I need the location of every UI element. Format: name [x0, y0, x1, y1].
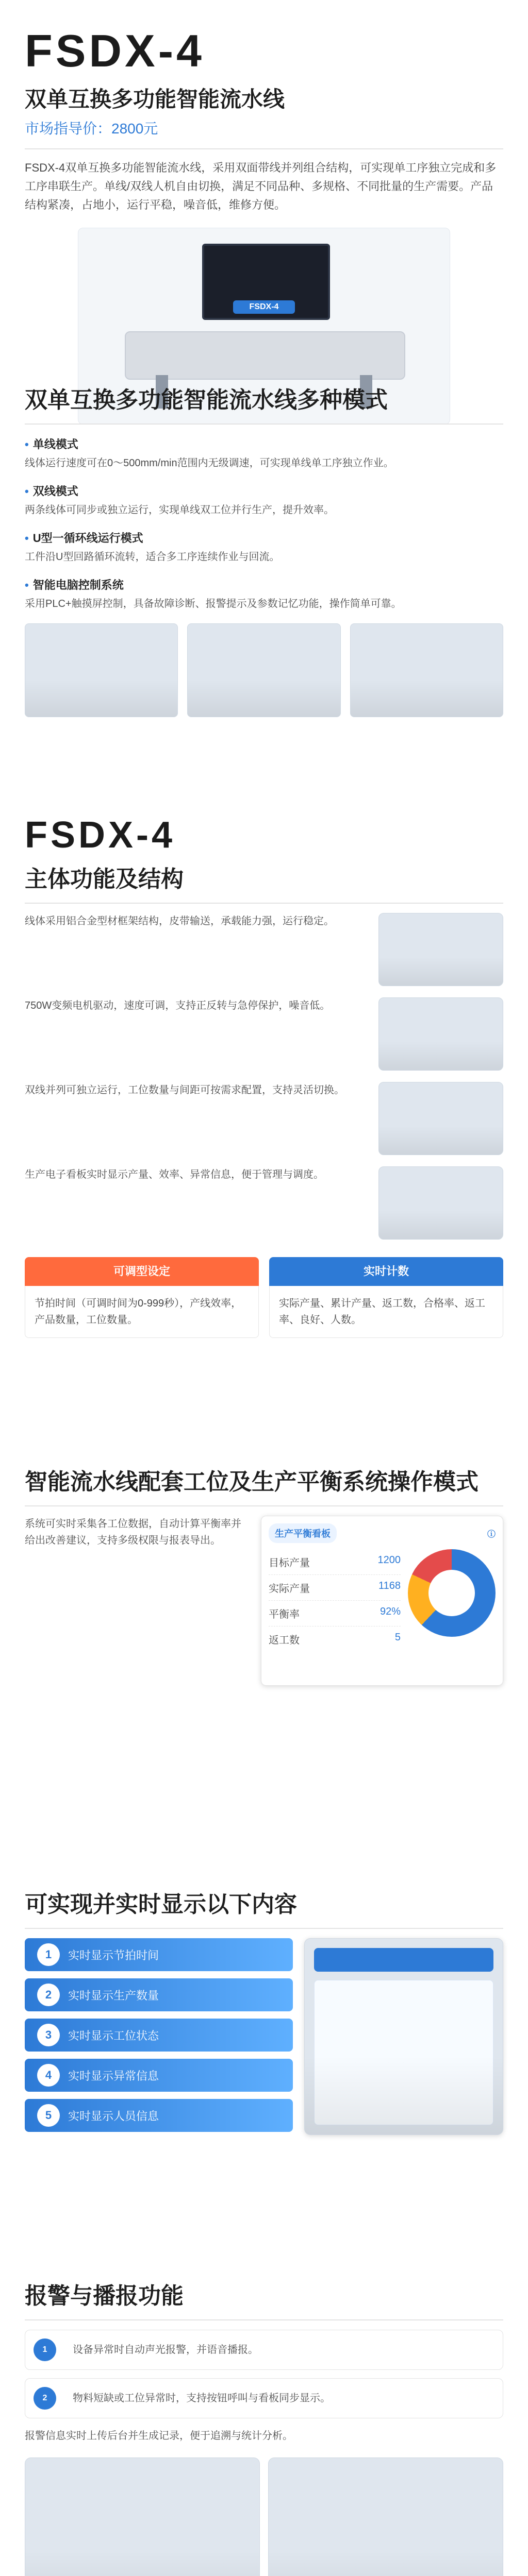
realtime-screenshot [304, 1938, 503, 2135]
alarm-item [25, 2330, 503, 2370]
feature-card-body: 实际产量、累计产量、返工数，合格率、返工率、良好、人数。 [269, 1286, 503, 1338]
alarm-text: 设备异常时自动声光报警，并语音播报。 [73, 2344, 258, 2355]
figure-caption: FSDX-4 [233, 300, 295, 314]
kpi-row [269, 1549, 401, 1575]
product-title: 双单互换多功能智能流水线 [25, 87, 285, 111]
screen-header-icon [314, 1948, 493, 1972]
realtime-text: 实时显示节拍时间 [68, 1948, 159, 1962]
alarm-item [25, 2378, 503, 2418]
alarm-photos [25, 2458, 503, 2576]
functions-section [0, 814, 528, 1453]
realtime-item [25, 2099, 293, 2132]
function-item [25, 997, 503, 1071]
dashboard-header [269, 1523, 496, 1543]
mode-title: • 双线模式 [25, 483, 503, 499]
realtime-item [25, 2059, 293, 2092]
kpi-value: 92% [380, 1606, 401, 1617]
mode-text: 采用PLC+触摸屏控制，具备故障诊断、报警提示及参数记忆功能，操作简单可靠。 [25, 598, 402, 609]
feature-cards [25, 1257, 503, 1338]
intro-paragraph: FSDX-4双单互换多功能智能流水线，采用双面带线并列组合结构，可实现单工序独立完成和多工序串联生产。单线/双线人机自由切换，满足不同品种、多规格、不同批量的生产需要。产品结构紧凑，占地小，运行平稳，噪音低，维修方便。 [25, 161, 497, 211]
mode-text: 工件沿U型回路循环流转，适合多工序连续作业与回流。 [25, 551, 280, 563]
pie-center [428, 1570, 475, 1616]
kpi-list [269, 1549, 401, 1652]
feature-card [269, 1257, 503, 1338]
function-item [25, 913, 503, 986]
divider [25, 423, 503, 425]
function-text: 生产电子看板实时显示产量、效率、异常信息，便于管理与调度。 [25, 1169, 324, 1180]
kpi-row [269, 1601, 401, 1626]
function-photo [378, 913, 503, 986]
bullet-icon: 3 [37, 2024, 60, 2046]
alarm-title: 报警与播报功能 [25, 2283, 184, 2309]
kpi-value: 1168 [378, 1580, 401, 1591]
section-model: FSDX-4 [25, 815, 176, 856]
alarm-list [25, 2330, 503, 2418]
divider [25, 148, 503, 149]
mode-item [25, 436, 503, 471]
mode-text: 两条线体可同步或独立运行，实现单线双工位并行生产，提升效率。 [25, 504, 334, 516]
hero-section [0, 0, 528, 371]
feature-card-body: 节拍时间（可调时间为0-999秒），产线效率，产品数量，工位数量。 [25, 1286, 259, 1338]
function-items [25, 913, 503, 1240]
feature-card-title: 实时计数 [269, 1257, 503, 1286]
bullet-icon: 4 [37, 2064, 60, 2087]
function-item [25, 1166, 503, 1240]
realtime-item [25, 1978, 293, 2011]
mode-text: 线体运行速度可在0～500mm/min范围内无级调速，可实现单线单工序独立作业。 [25, 457, 394, 469]
function-photo [378, 1166, 503, 1240]
realtime-text: 实时显示人员信息 [68, 2109, 159, 2123]
mode-item [25, 483, 503, 518]
modes-list [25, 436, 503, 612]
mode-photo [25, 623, 178, 717]
bullet-icon: 5 [37, 2104, 60, 2127]
modes-section [0, 381, 528, 804]
alarm-paragraph: 报警信息实时上传后台并生成记录，便于追溯与统计分析。 [25, 2430, 293, 2442]
function-item [25, 1082, 503, 1155]
mode-title: • 单线模式 [25, 436, 503, 452]
balance-section [0, 1463, 528, 1875]
price-text: 市场指导价：2800元 [25, 121, 158, 137]
realtime-item [25, 1938, 293, 1971]
mode-photo [350, 623, 503, 717]
realtime-text: 实时显示异常信息 [68, 2069, 159, 2082]
section-title: 主体功能及结构 [25, 867, 184, 892]
divider [25, 903, 503, 904]
dashboard-title: 生产平衡看板 [269, 1523, 337, 1543]
kpi-label: 目标产量 [269, 1557, 310, 1569]
realtime-title: 可实现并实时显示以下内容 [25, 1892, 297, 1917]
model-heading: FSDX-4 [25, 25, 205, 76]
feature-card [25, 1257, 259, 1338]
kpi-row [269, 1626, 401, 1652]
pie-icon [408, 1549, 496, 1637]
kpi-value: 1200 [377, 1554, 401, 1566]
kpi-label: 返工数 [269, 1635, 300, 1646]
modes-images [25, 623, 503, 717]
mode-item [25, 530, 503, 565]
alarm-photo [25, 2458, 260, 2576]
info-icon: ⓘ [487, 1530, 496, 1539]
bullet-icon: 1 [37, 1943, 60, 1966]
function-text: 双线并列可独立运行，工位数量与间距可按需求配置，支持灵活切换。 [25, 1084, 344, 1096]
screen-body-icon [314, 1980, 493, 2125]
function-photo [378, 997, 503, 1071]
modes-title: 双单互换多功能智能流水线多种模式 [25, 387, 388, 413]
function-photo [378, 1082, 503, 1155]
realtime-text: 实时显示工位状态 [68, 2029, 159, 2042]
line-body-icon [125, 331, 405, 380]
mode-title: • U型一循环线运行模式 [25, 530, 503, 546]
mode-photo [187, 623, 340, 717]
realtime-text: 实时显示生产数量 [68, 1989, 159, 2002]
balance-dashboard [261, 1516, 503, 1686]
alarm-section [0, 2277, 528, 2576]
realtime-list [25, 1938, 293, 2132]
dashboard-body [269, 1549, 496, 1652]
divider [25, 1505, 503, 1506]
kpi-value: 5 [394, 1632, 401, 1643]
alarm-number: 1 [34, 2338, 56, 2361]
realtime-row [25, 1938, 503, 2135]
mode-title: • 智能电脑控制系统 [25, 577, 503, 592]
kpi-label: 实际产量 [269, 1583, 310, 1595]
bullet-icon: 2 [37, 1984, 60, 2006]
divider [25, 2319, 503, 2320]
balance-row [25, 1516, 503, 1686]
alarm-photo [268, 2458, 503, 2576]
alarm-text: 物料短缺或工位异常时，支持按钮呼叫与看板同步显示。 [73, 2393, 331, 2404]
divider [25, 1928, 503, 1929]
alarm-number: 2 [34, 2387, 56, 2410]
function-text: 线体采用铝合金型材框架结构，皮带输送，承载能力强，运行稳定。 [25, 916, 334, 927]
realtime-section [0, 1886, 528, 2267]
balance-title: 智能流水线配套工位及生产平衡系统操作模式 [25, 1469, 478, 1495]
kpi-row [269, 1575, 401, 1601]
balance-paragraph: 系统可实时采集各工位数据，自动计算平衡率并给出改善建议，支持多级权限与报表导出。 [25, 1518, 241, 1546]
feature-card-title: 可调型设定 [25, 1257, 259, 1286]
realtime-item [25, 2019, 293, 2052]
kpi-label: 平衡率 [269, 1609, 300, 1620]
function-text: 750W变频电机驱动，速度可调，支持正反转与急停保护，噪音低。 [25, 1000, 331, 1011]
mode-item [25, 577, 503, 612]
